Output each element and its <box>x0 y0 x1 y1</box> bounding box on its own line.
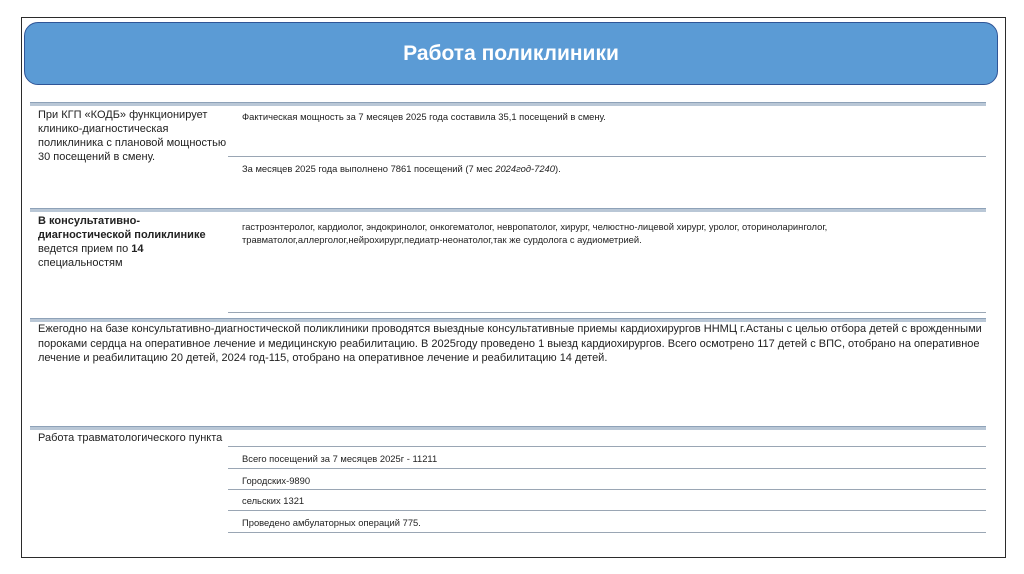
section2-left-bold: В консультативно-диагностической поликлинике <box>38 215 206 241</box>
section4-item: Проведено амбулаторных операций 775. <box>242 517 421 528</box>
section4-item: Городских-9890 <box>242 475 311 486</box>
section3-text: Ежегодно на базе консультативно-диагностической поликлиники проводятся выездные консультативные приемы кардиохирургов ННМЦ г.Астаны с целью отбора детей с врожденными пороками сердца на оперативное лечение и медицинскую реабилитацию. В 2025году проведено 1 выезд кардиохирургов. Всего осмотрено 117 детей с ВПС, отобрано на оперативное лечение и реабилитацию 20 детей, 2024 год-115, отобрано на оперативное лечение и реабилитацию 14 детей. <box>38 323 982 364</box>
section2-bottom-rule <box>228 312 986 313</box>
section2-top-rule <box>30 208 986 212</box>
section1-mid-rule <box>228 156 986 157</box>
section2-specialties: гастроэнтеролог, кардиолог, эндокринолог, онкогематолог, невропатолог, хирург, челюстно-лицевой хирург, уролог, оториноларинголог, травматолог,аллерголог,нейрохирург,педиатр-неонатолог,так же сурдолога с аудиометрией. <box>242 221 828 245</box>
section1-top-rule <box>30 102 986 106</box>
section4-rule-4 <box>228 510 986 511</box>
section2-left-end: специальностям <box>38 257 123 269</box>
section4-rule-3 <box>228 489 986 490</box>
page-title: Работа поликлиники <box>403 41 619 65</box>
section2-left-mid: ведется прием по <box>38 243 132 255</box>
title-banner <box>24 22 998 85</box>
section1-line2-suffix: ). <box>554 163 561 174</box>
section1-line2-prefix: За месяцев 2025 года выполнено 7861 посещений (7 мес <box>242 163 496 174</box>
section1-line1: Фактическая мощность за 7 месяцев 2025 года составила 35,1 посещений в смену. <box>242 111 606 122</box>
section4-top-rule <box>30 426 986 430</box>
section4-item: сельских 1321 <box>242 495 305 506</box>
section2-left-text <box>38 214 228 270</box>
section2-specialty-count: 14 <box>131 243 144 255</box>
section1-line2-italic: 2024год-7240 <box>495 163 555 174</box>
section4-rule-5 <box>228 532 986 533</box>
section4-rule-2 <box>228 468 986 469</box>
section1-line2 <box>242 162 982 175</box>
section4-item: Всего посещений за 7 месяцев 2025г - 11211 <box>242 453 438 464</box>
section1-left-text: При КГП «КОДБ» функционирует клинико-диагностическая поликлиника с плановой мощностью 30 посещений в смену. <box>38 109 227 163</box>
section4-rule-1 <box>228 446 986 447</box>
section4-left-text: Работа травматологического пункта <box>38 432 223 444</box>
